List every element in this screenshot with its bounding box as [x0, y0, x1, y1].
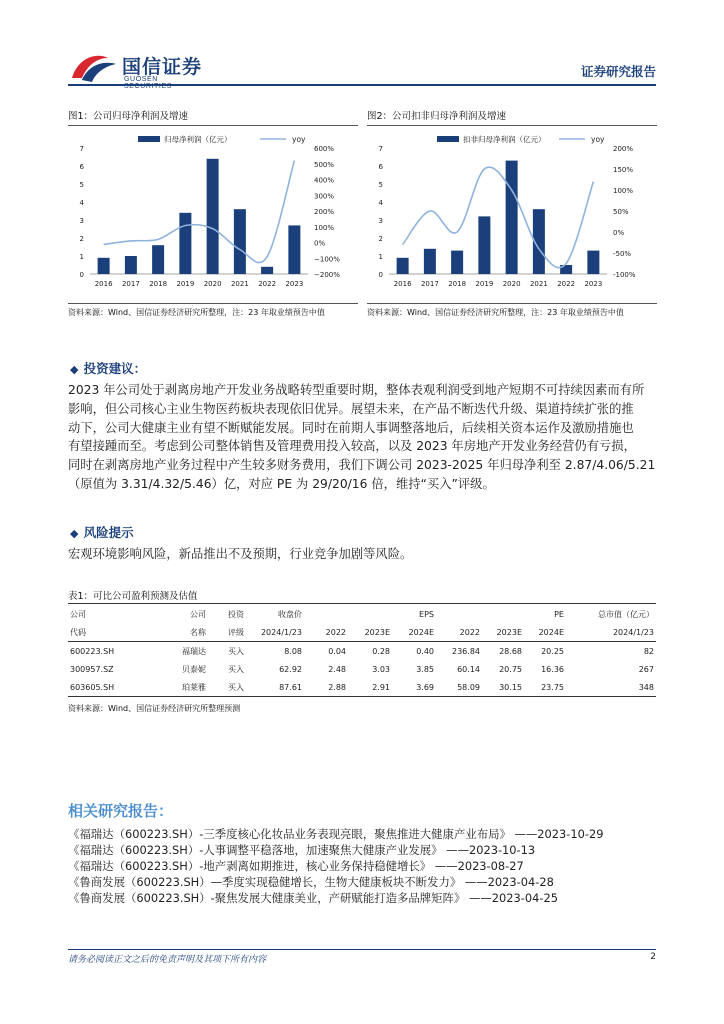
figure1-bottom-rule: [68, 303, 358, 304]
x-tick-label: 2018: [149, 280, 168, 288]
table-header-cell: 2024E: [408, 627, 434, 637]
diamond-bullet-icon: ◆: [70, 363, 79, 376]
table-header-cell: 2023E: [496, 627, 522, 637]
table-cell: 20.75: [499, 664, 522, 674]
table-header-cell: 2024E: [538, 627, 564, 637]
x-tick-label: 2023: [584, 280, 603, 288]
y-right-tick-label: −100%: [314, 255, 340, 264]
figure2-chart: [367, 128, 657, 300]
table-row: [68, 678, 656, 697]
y-right-tick-label: 200%: [314, 208, 335, 216]
y-left-tick-label: 0: [378, 271, 383, 279]
bar-2022: [261, 267, 273, 274]
legend-bar-label: 扣非归母净利润（亿元）: [463, 135, 546, 144]
y-left-tick-label: 7: [79, 145, 84, 153]
bar-2018: [451, 251, 463, 274]
legend-bar-swatch: [437, 136, 459, 142]
y-right-tick-label: 150%: [613, 166, 634, 174]
y-right-tick-label: 100%: [613, 187, 634, 195]
related-reports-list: [68, 826, 604, 906]
bar-2019: [478, 216, 490, 274]
bar-2019: [179, 213, 191, 274]
investment-line: 影响，但公司核心主业生物医药板块表现依旧优异。展望未来，在产品不断迭代升级、渠道持续扩张的推: [68, 401, 634, 416]
table-cell: 2.88: [328, 682, 346, 692]
table-cell: 62.92: [279, 664, 302, 674]
figure2-top-rule: [367, 125, 657, 126]
investment-paragraph: [68, 381, 660, 494]
x-tick-label: 2019: [475, 280, 494, 288]
bar-2020: [207, 159, 219, 274]
bar-2021: [234, 209, 246, 274]
table-cell: 20.25: [541, 646, 564, 656]
y-right-tick-label: 400%: [314, 176, 335, 185]
investment-heading-text: 投资建议：: [83, 361, 147, 376]
y-right-tick-label: 0%: [613, 229, 625, 237]
table-header-cell: 名称: [190, 627, 206, 637]
table-cell: 买入: [228, 682, 244, 692]
y-left-tick-label: 2: [79, 235, 84, 243]
table-header-cell: 代码: [70, 627, 86, 637]
related-report-item[interactable]: 《鲁商发展（600223.SH）—季度实现稳健增长，生物大健康板块不断发力》 ——2023-04-28: [68, 875, 554, 889]
y-left-tick-label: 4: [378, 199, 383, 207]
investment-line: 同时在剥离房地产业务过程中产生较多财务费用，我们下调公司 2023-2025 年归母净利至 2.87/4.06/5.21: [68, 458, 656, 473]
figure1-top-rule: [68, 125, 358, 126]
figure2-title: 图2：公司扣非归母净利润及增速: [367, 111, 507, 122]
y-left-tick-label: 1: [378, 253, 383, 261]
table-cell: 0.04: [328, 646, 346, 656]
table-header-cell: 2022: [459, 627, 480, 637]
table-header-row: [68, 605, 656, 623]
x-tick-label: 2021: [230, 280, 249, 288]
table-header-cell: EPS: [419, 609, 434, 619]
y-right-tick-label: 50%: [613, 208, 629, 216]
investment-line: （原值为 3.31/4.32/5.46）亿，对应 PE 为 29/20/16 倍，维持“买入”评级。: [68, 476, 495, 491]
y-right-tick-label: 500%: [314, 160, 335, 169]
table-cell: 60.14: [457, 664, 480, 674]
table-cell: 福瑞达: [182, 646, 206, 656]
table-cell: 600223.SH: [70, 646, 115, 656]
table-cell: 348: [638, 682, 654, 692]
bar-2023: [288, 225, 300, 274]
risk-heading: [70, 522, 134, 541]
report-type: 证券研究报告: [580, 64, 656, 79]
table-header-cell: 2022: [325, 627, 346, 637]
bar-2017: [125, 256, 137, 274]
investment-line: 2023 年公司处于剥离房地产开发业务战略转型重要时期，整体表观利润受到地产短期不可持续因素而有所: [68, 383, 645, 397]
related-reports-title: 相关研究报告：: [68, 802, 174, 820]
y-left-tick-label: 6: [378, 163, 383, 171]
table-cell: 买入: [228, 664, 244, 674]
footer-disclaimer: 请务必阅读正文之后的免责声明及其项下所有内容: [68, 955, 267, 965]
table-cell: 300957.SZ: [70, 664, 114, 674]
investment-heading: [70, 358, 146, 377]
y-left-tick-label: 5: [378, 181, 383, 189]
logo-english: GUOSEN SECURITIES: [124, 76, 173, 90]
y-left-tick-label: 2: [378, 235, 383, 243]
table-header-cell: 2023E: [364, 627, 390, 637]
table-cell: 28.68: [499, 646, 522, 656]
table-header-cell: PE: [554, 609, 564, 619]
table-header-cell: 评级: [228, 627, 244, 637]
legend-bar-label: 归母净利润（亿元）: [164, 135, 232, 144]
y-left-tick-label: 5: [79, 181, 84, 189]
y-left-tick-label: 3: [79, 217, 84, 225]
bar-2016: [397, 258, 409, 274]
y-right-tick-label: -50%: [613, 250, 632, 258]
table1-top-rule: [68, 603, 656, 604]
x-tick-label: 2017: [420, 280, 439, 288]
x-tick-label: 2023: [285, 280, 304, 288]
related-report-item[interactable]: 《福瑞达（600223.SH）-人事调整平稳落地，加速聚焦大健康产业发展》 ——2023-10-13: [68, 843, 536, 857]
table1-source: 资料来源：Wind、国信证券经济研究所整理预测: [68, 704, 241, 713]
header-divider: [68, 84, 656, 86]
table-cell: 58.09: [457, 682, 480, 692]
footer-divider: [68, 949, 656, 950]
x-tick-label: 2022: [258, 280, 277, 288]
related-report-item[interactable]: 《鲁商发展（600223.SH）-聚焦发展大健康美业，产研赋能打造多品牌矩阵》 ——2023-04-25: [68, 891, 558, 905]
table-cell: 82: [643, 646, 654, 656]
legend-line-label: yoy: [591, 135, 605, 144]
y-right-tick-label: −200%: [314, 271, 340, 279]
x-tick-label: 2016: [393, 280, 412, 288]
table-header-cell: 公司: [190, 609, 206, 619]
related-report-item[interactable]: 《福瑞达（600223.SH）-地产剥离如期推进，核心业务保持稳健增长》 ——2023-08-27: [68, 859, 524, 873]
table-header-cell: 收盘价: [278, 609, 302, 619]
y-left-tick-label: 0: [79, 271, 84, 279]
yoy-line: [104, 161, 295, 263]
x-tick-label: 2021: [529, 280, 548, 288]
bar-2017: [424, 249, 436, 274]
y-right-tick-label: 0%: [314, 239, 326, 248]
table-header-cell: 2024/1/23: [260, 627, 302, 637]
y-right-tick-label: 100%: [314, 223, 335, 232]
related-report-item[interactable]: 《福瑞达（600223.SH）-三季度核心化妆品业务表现亮眼，聚焦推进大健康产业布局》 ——2023-10-29: [68, 827, 604, 841]
table-cell: 87.61: [279, 682, 302, 692]
bar-2016: [98, 258, 110, 274]
figure1-source: 资料来源：Wind、国信证券经济研究所整理，注：23 年取业绩预告中值: [68, 308, 325, 317]
logo-name: 国信证券: [122, 56, 203, 78]
x-tick-label: 2020: [502, 280, 521, 288]
y-left-tick-label: 7: [378, 145, 383, 153]
figure2-bottom-rule: [367, 303, 657, 304]
table-cell: 2.91: [372, 682, 390, 692]
y-right-tick-label: 600%: [314, 145, 335, 153]
table-cell: 603605.SH: [70, 682, 115, 692]
table-header-cell: 2024/1/23: [612, 627, 654, 637]
legend-line-label: yoy: [292, 135, 306, 144]
bar-2020: [506, 161, 518, 274]
table-cell: 3.85: [416, 664, 434, 674]
legend-bar-swatch: [138, 136, 160, 142]
valuation-table: [68, 605, 656, 697]
y-right-tick-label: 300%: [314, 192, 335, 201]
y-left-tick-label: 6: [79, 163, 84, 171]
table-cell: 236.84: [452, 646, 480, 656]
table-cell: 8.08: [284, 646, 302, 656]
table-header-cell: 投资: [228, 609, 244, 619]
table-cell: 30.15: [499, 682, 522, 692]
table-cell: 23.75: [541, 682, 564, 692]
table-subheader-row: [68, 623, 656, 642]
table-cell: 16.36: [541, 664, 564, 674]
y-left-tick-label: 4: [79, 199, 84, 207]
table-cell: 珀莱雅: [182, 682, 206, 692]
table-cell: 267: [638, 664, 654, 674]
x-tick-label: 2022: [557, 280, 576, 288]
diamond-bullet-icon: ◆: [70, 527, 79, 540]
bar-2018: [152, 245, 164, 274]
table-cell: 0.28: [372, 646, 390, 656]
company-logo: [68, 48, 208, 88]
bar-2023: [587, 251, 599, 274]
risk-text: 宏观环境影响风险，新品推出不及预期，行业竞争加剧等风险。: [68, 547, 413, 561]
y-left-tick-label: 1: [79, 253, 84, 261]
investment-line: 动下，公司大健康主业有望不断赋能发展。同时在前期人事调整落地后，后续相关资本运作及激励措施也: [68, 420, 634, 435]
table-cell: 0.40: [416, 646, 434, 656]
x-tick-label: 2019: [176, 280, 195, 288]
table-cell: 贝泰妮: [182, 664, 206, 674]
x-tick-label: 2018: [448, 280, 467, 288]
page-number: 2: [650, 952, 656, 962]
table-header-cell: 总市值（亿元）: [598, 609, 654, 619]
figure2-source: 资料来源：Wind、国信证券经济研究所整理，注：23 年取业绩预告中值: [367, 308, 624, 317]
table-row: [68, 642, 656, 661]
table-cell: 3.03: [372, 664, 390, 674]
x-tick-label: 2016: [94, 280, 113, 288]
table-row: [68, 660, 656, 678]
table-cell: 2.48: [328, 664, 346, 674]
table-cell: 3.69: [416, 682, 434, 692]
x-tick-label: 2020: [203, 280, 222, 288]
y-left-tick-label: 3: [378, 217, 383, 225]
investment-line: 有望接踵而至。考虑到公司整体销售及管理费用投入较高，以及 2023 年房地产开发业务经营仍有亏损，: [68, 439, 636, 454]
table-header-cell: 公司: [70, 609, 86, 619]
logo-mark-icon: [68, 48, 120, 88]
table1-title: 表1：可比公司盈利预测及估值: [68, 591, 198, 602]
y-right-tick-label: -100%: [613, 271, 636, 279]
risk-heading-text: 风险提示: [83, 525, 134, 540]
figure1-title: 图1：公司归母净利润及增速: [68, 111, 189, 122]
x-tick-label: 2017: [121, 280, 140, 288]
table-cell: 买入: [228, 646, 244, 656]
figure1-chart: [68, 128, 358, 300]
y-right-tick-label: 200%: [613, 145, 634, 153]
